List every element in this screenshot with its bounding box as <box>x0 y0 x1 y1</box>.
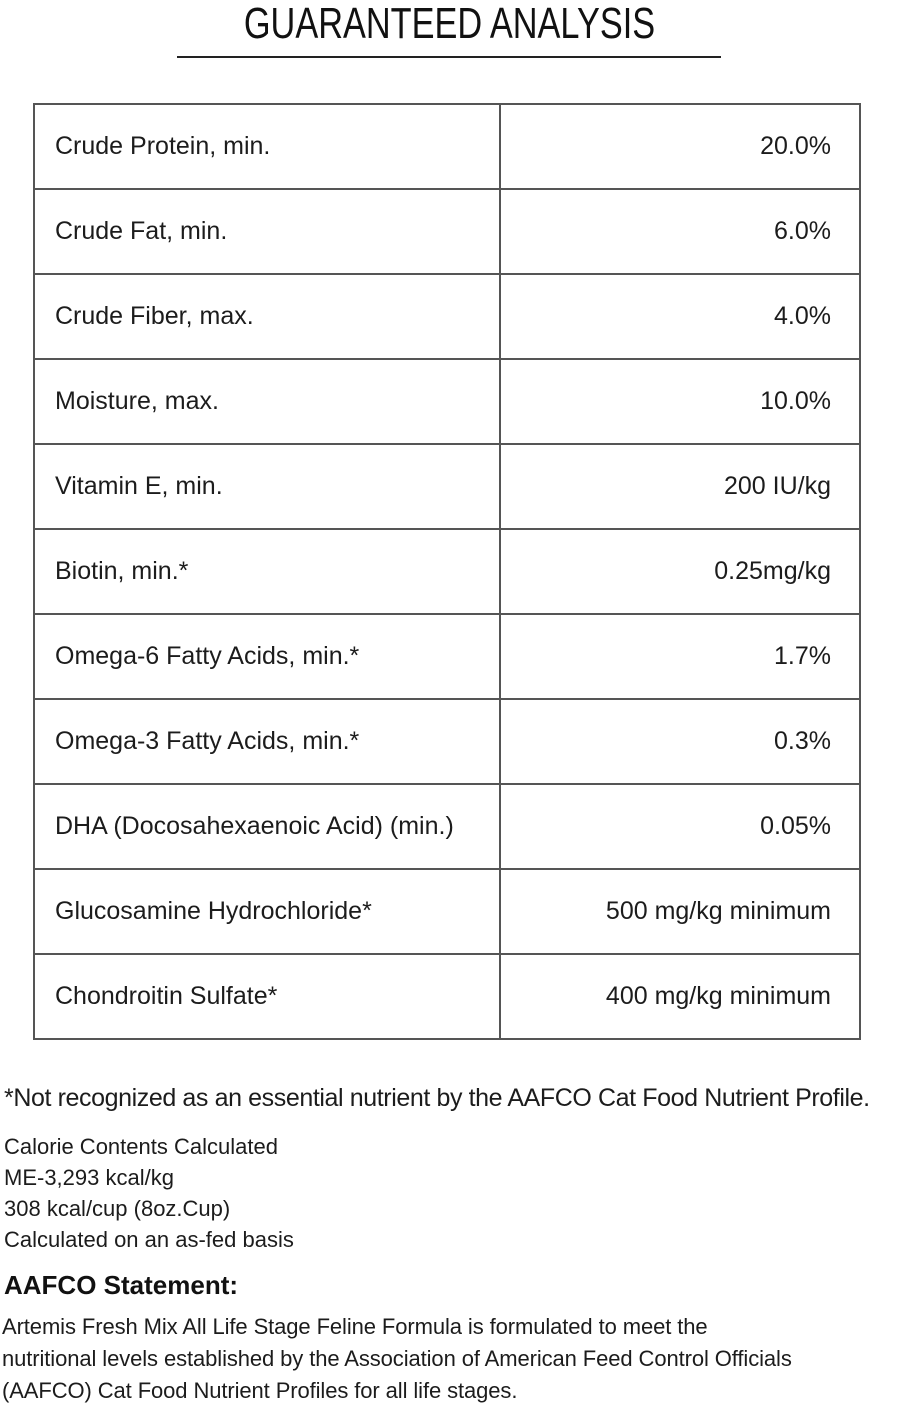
nutrient-name: Omega-6 Fatty Acids, min.* <box>34 614 500 699</box>
nutrient-value: 10.0% <box>500 359 860 444</box>
nutrient-name: Glucosamine Hydrochloride* <box>34 869 500 954</box>
table-row <box>34 614 860 699</box>
nutrient-value: 0.25mg/kg <box>500 529 860 614</box>
table-row <box>34 529 860 614</box>
footnote: *Not recognized as an essential nutrient by the AAFCO Cat Food Nutrient Profile. <box>4 1084 870 1112</box>
nutrient-name: Crude Protein, min. <box>34 104 500 189</box>
nutrient-value: 200 IU/kg <box>500 444 860 529</box>
page-title: GUARANTEED ANALYSIS <box>243 0 656 48</box>
nutrient-name: Chondroitin Sulfate* <box>34 954 500 1039</box>
nutrient-name: Crude Fiber, max. <box>34 274 500 359</box>
table-row <box>34 954 860 1039</box>
nutrient-value: 20.0% <box>500 104 860 189</box>
nutrient-name: DHA (Docosahexaenoic Acid) (min.) <box>34 784 500 869</box>
guaranteed-analysis-table <box>33 103 861 1040</box>
nutrient-value: 4.0% <box>500 274 860 359</box>
table-row <box>34 784 860 869</box>
calorie-line-kg: ME-3,293 kcal/kg <box>4 1165 174 1190</box>
nutrient-value: 400 mg/kg minimum <box>500 954 860 1039</box>
nutrient-name: Crude Fat, min. <box>34 189 500 274</box>
table-row <box>34 699 860 784</box>
nutrient-value: 500 mg/kg minimum <box>500 869 860 954</box>
calorie-contents <box>4 1131 294 1255</box>
aafco-line: Artemis Fresh Mix All Life Stage Feline Formula is formulated to meet the <box>2 1314 708 1339</box>
calorie-line-cup: 308 kcal/cup (8oz.Cup) <box>4 1196 231 1221</box>
nutrient-name: Vitamin E, min. <box>34 444 500 529</box>
nutrient-value: 1.7% <box>500 614 860 699</box>
nutrient-name: Omega-3 Fatty Acids, min.* <box>34 699 500 784</box>
nutrient-name: Moisture, max. <box>34 359 500 444</box>
table-row <box>34 359 860 444</box>
table-row <box>34 274 860 359</box>
table-row <box>34 104 860 189</box>
nutrient-value: 6.0% <box>500 189 860 274</box>
aafco-line: nutritional levels established by the Association of American Feed Control Officials <box>2 1346 792 1371</box>
aafco-statement <box>2 1311 899 1407</box>
table-row <box>34 444 860 529</box>
table-row <box>34 189 860 274</box>
aafco-line: (AAFCO) Cat Food Nutrient Profiles for all life stages. <box>2 1378 518 1403</box>
nutrient-name: Biotin, min.* <box>34 529 500 614</box>
table-row <box>34 869 860 954</box>
aafco-heading: AAFCO Statement: <box>4 1270 239 1300</box>
nutrient-value: 0.3% <box>500 699 860 784</box>
title-underline <box>177 56 721 58</box>
calorie-line-basis: Calculated on an as-fed basis <box>4 1227 294 1252</box>
nutrient-value: 0.05% <box>500 784 860 869</box>
calorie-heading: Calorie Contents Calculated <box>4 1134 278 1159</box>
